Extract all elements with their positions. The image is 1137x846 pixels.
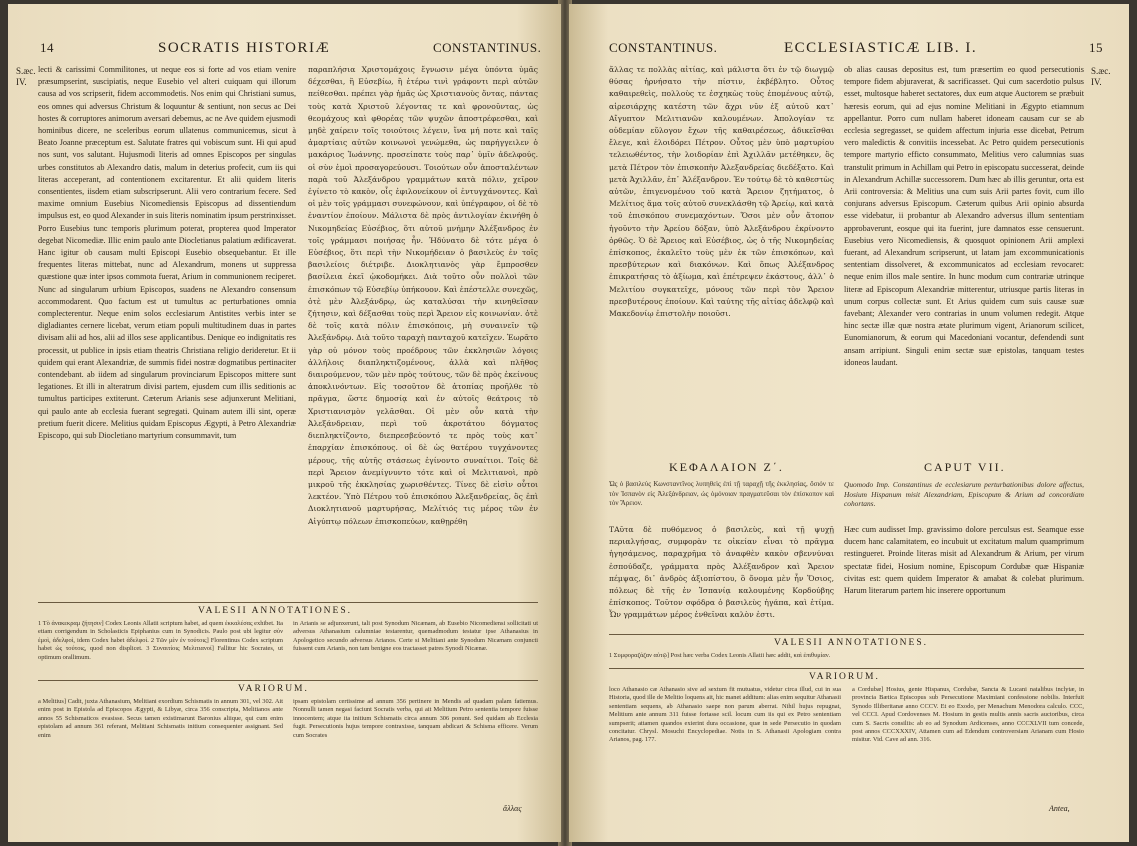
- left-page: [8, 4, 561, 842]
- chapter-heading-greek: ΚΕΦΑΛΑΙΟΝ Ζ΄.: [669, 460, 784, 474]
- left-variorum-rule: [38, 680, 538, 681]
- right-page-header-left: CONSTANTINUS.: [609, 40, 718, 55]
- right-greek-column: [609, 64, 834, 454]
- left-variorum-left: a Melitius] Cadit, juxta Athanasium, Melitiani exordium Schismatis in annum 301, vel 302. Ait enim post in Epistola ad Episcopos Ægypti, & Libyæ, circa 356 conscripta, Melitianos ante annos 55 Schismaticos evasisse. Secus tamen existimarunt Baronius aliique, qui cum enim epistolam ad annum 361 referant, Melitiani Schismatis initium consequenter assignant. Sed enim: [38, 698, 283, 739]
- right-margin-note: S.æc. IV.: [1091, 66, 1111, 87]
- right-latin-chapter-column: [844, 524, 1084, 624]
- right-variorum-rule: [609, 668, 1084, 669]
- left-greek-column: [308, 64, 538, 594]
- chapter-summary-greek: Ὡς ὁ βασιλεὺς Κωνσταντῖνος λυπηθεὶς ἐπὶ τῇ ταραχῇ τῆς ἐκκλησίας, ὅσιόν τε τὸν Ἱσπανὸν εἰς Ἀλεξάνδρειαν, ὡς ὁμόνοιαν πραγματεῦσαι τὸν ἐπίσκοπον καὶ τὸν Ἄρειον.: [609, 480, 834, 507]
- left-page-title: SOCRATIS HISTORIÆ: [158, 40, 331, 56]
- right-latin-column: [844, 64, 1084, 454]
- right-variorum-left: loco Athanasio cæ Athanasio sive ad sextum fit mutuatus, videtur circa illud, cui in sua Historia, quod ille de Melitio loquens ait, hic manet additum: alias enim sequitur Athanasii sententiam sequens, ab Athanasio saepe non parum aberrat. Nihil hujus repugnat, Melitium ante annum 311 fuisse fortasse scil. locum cum iis qui ex Petro sententiam sumpserit; attamen quandos exierint dura occasione, quæ in sede Persecutio in quodam concitatur. Chrysl. Mosuchi Encyclopediae. Notis in S. Athanasii Apologiam contra Arianos, pag. 177.: [609, 686, 841, 744]
- left-annotation-heading: VALESII ANNOTATIONES.: [198, 606, 353, 616]
- right-page-number: 15: [1089, 40, 1103, 55]
- left-annotation-rule: [38, 602, 538, 603]
- right-page-title: ECCLESIASTICÆ LIB. I.: [784, 40, 978, 56]
- right-greek-chapter-text: ΤΑῦτα δὲ πυθόμενος ὁ βασιλεὺς, καὶ τῇ ψυχῇ περιαλγήσας, συμφορὰν τε οἰκείαν εἶναι τὸ πρᾶγμα ἡγησάμενος, παραχρῆμα τὸ ἀναφθὲν κακὸν σβεννύναι ἐσπούδαζε, γράμματα πρὸς Ἀλέξανδρον καὶ Ἄρειον πέμψας, δι᾽ ἀνδρὸς ἀξιοπίστου, ὃ ὄνομα μὲν ἦν Ὅσιος, πόλεως δὲ τῆς ἐν Ἱσπανίᾳ καλουμένης Κορδούβης ἐπίσκοπος. Τοῦτον σφόδρα ὁ βασιλεὺς ἠγάπα, καὶ ἐτίμα. Ὧν γραμμάτων μέρος ἐνθεῖναι καλὸν ἐστι.: [609, 525, 834, 620]
- left-annotation-right: in Arianis se adjunxerunt, tali post Synodum Nicænam, ab Eusebio Nicomediensi sollicitati ut adversus Athanasium calumniae testarentur, quemadmodum testatur ipse Athanasius in Apologetico secundo adversus Arianos. Certe si Melitiani ante Synodum Nicænam conjuncti fuissent cum Arianis, non tam benigne eos tractasset patres Synodi Nicænæ.: [293, 620, 538, 653]
- right-variorum-heading: VARIORUM.: [809, 672, 880, 682]
- left-latin-text: lecti & carissimi Commilitones, ut neque eos si forte ad vos etiam venire præsumpserint, suscipiatis, neque Eusebio vel alteri cuiquam qui illorum causa ad vos scripserit, fidem accommodetis. Nos enim qui Christiani sumus, eos omnes qui adversus Christum & loquuntur & sentiunt, non secus ac Dei hostes & corruptores animorum aversari debemus, ac ne Ave quidem ejusmodi hominibus dicere, ne sceleribus eorum ullatenus communicemus, sicut à Beato Joanne præceptum est. Salutate fratres qui vobiscum sunt. Hi qui apud nos sunt, vos salutant. Hujusmodi literis ad omnes Episcopos per singulas urbes constitutos ab Alexandro datis, malum in deterius profecit, cum iis qui literas acceperant, ad contentionem excitarentur. Et alii quidem literis consentientes, iisdem etiam subscripserunt. Alii vero contrarium fecere. Sed maxime omnium Eusebius Nicomediensis Episcopus ad dissentiendum impulsus est, eo quod Alexander in suis literis nominatim ipsum perstrinxisset. Porro Eusebius tunc temporis plurimum poterat, propterea quod Imperator degebat Nicomediæ. Illic enim paulo ante Diocletianus palatium ædificaverat. Hanc igitur ob causam multi Episcopi Eusebio obsequebantur. Et ille frequentes literas mittebat, nunc ad Alexandrum, monens ut suppressa quæstione quæ inter ipsos commota fuerat, Arium in communionem reciperet. Nunc ad singularum urbium Episcopos, suadens ne Alexandro consensum accommodarent. Quo factum est ut tumultus ac perturbationes omnia complecterentur. Neque enim solos ecclesiarum Antistites verbis inter se digladiantes cernere licebat, verum etiam populi multitudinem duas in partes divisam alii ad hos, alii ad illos sese applicantibus. Denique eo indignitatis res processit, ut publice in ipsis etiam theatris Christiana religio derideretur. Et ii quidem qui erant Alexandriæ, de summis fidei nostræ dogmatibus pertinaciter contendebant. ab iidem ad singularum provinciarum Episcopos mittere sunt legationes. Et illi in alteratrum divisi partem, ejusdem cum illis seditionis ac tumultus participes extiterunt. Cæterum Arianis sese adjunxerunt Melitiani, qui paulo ante ab ecclesia fuerant segregati. Quinam autem illi sint, operæ pretium fuerit dicere. Melitius quidam Episcopus Ægypti, à Petro Alexandriæ Episcopo, qui sub Diocletiano martyrium consummavit, tum: [38, 65, 296, 441]
- chapter-heading-latin: CAPUT VII.: [924, 460, 1006, 474]
- right-page: [569, 4, 1129, 842]
- left-page-header-right: CONSTANTINUS.: [433, 40, 542, 55]
- right-annotation-text: 1 Συμφοραζάζαν αὐτῷ] Post hæc verba Codex Leonis Allatii hæc addit, καὶ ἐπιθυμίαν.: [609, 652, 831, 659]
- left-catchword: ἄλλας: [503, 804, 522, 813]
- right-annotation-heading: VALESII ANNOTATIONES.: [774, 638, 929, 648]
- left-variorum-right: ipsam epistolam certissime ad annum 356 pertinere in Mendis ad quadam palam fatiemus. Nonnulli tamen negasi faciunt Socratis verba, qui ait Melitium Petro sententia tempore fuisse innocentem; atque ita initium Schismatis circa annum 306 ponunt. Sed quidam ab Ecclesia fugit. Persecutionis hujus tempore contraxisse, tanquam abdicari & Schisma efficere. Verum cum Socrates: [293, 698, 538, 739]
- left-page-number: 14: [40, 40, 54, 55]
- right-catchword: Antea,: [1049, 804, 1070, 813]
- right-latin-chapter-text: Hæc cum audisset Imp. gravissimo dolore perculsus est. Seamque esse ducem hanc calamitatem, eo incubuit ut excitatum malum quamprimum restingueret. Proinde literas misit ad Alexandrum & Arium, per virum spectatæ fidei, Hosium nomine, Episcopum Cordubæ quæ Hispaniæ civitas est: quem quidem Imperator & amabat & colebat plurimum. Harum literarum partem hic inserere opportunum: [844, 525, 1084, 596]
- right-greek-chapter-column: [609, 524, 834, 624]
- right-greek-text: ἄλλας τε πολλὰς αἰτίας, καὶ μάλιστα ὅτι ἐν τῷ διωγμῷ θύσας ἠρνήσατο τὴν πίστιν, ἐκβέβλητο. Οὗτος καθαιρεθεὶς, πολλοὺς τε ἐσχηκὼς τοὺς ἑπομένους αὐτῷ, αἱρεσιάρχης κατέστη τῶν ἄχρι νῦν ἐξ αὐτοῦ κατ᾽ Αἴγυπτον Μελιτιανῶν καλουμένων. Ἀπολογίαν τε οὐδεμίαν εὔλογον ἔχων τῆς καθαιρέσεως, ἀδικεῖσθαι ἔλεγε, καὶ ἐλοιδόρει Πέτρον. Οὗτος μὲν ὑπὸ μαρτυρίου τελειωθέντος, τὴν λοιδορίαν ἐπὶ Ἀχιλλᾶν μετέθηκεν, ὃς μετὰ Πέτρον τὸν ἐπισκοπὴν Ἀλεξανδρείας διεδέξατο. Καὶ μετὰ Ἀχιλλᾶν, ἐπ᾽ Ἀλέξανδρον. Ἐν τούτῳ δὲ τὸ καθεστὼς αὐτῶν, ἐπιγενομένου τοῦ κατὰ Ἄρειον ζητήματος, ὁ Μελίτιος ἅμα τοῖς αὐτοῦ συνεκλάσθη τῷ Ἀρείῳ, καὶ κατὰ τοῦ ἐπισκόπου συνεμαχόντων. Ὅσοι μὲν οὖν ἄτοπον ἡγοῦντο τὴν Ἀρείου δόξαν, ὑπὸ Ἀλεξάνδρου ἐκρίνοντο ὀρθῶς. Ὁ δὲ Ἄρειος καὶ Εὐσέβιος, ὡς ὁ τῆς Νικομηδείας ἐπίσκοπος, ἐκαλεῖτο τοὺς μὲν ἐκ τῶν ἐπισκόπων, καὶ πρεσβύτερων καὶ διακόνων. Καὶ ὅπως Ἀλέξανδρος ἐπικρατήσας τὸ ἀξίωμα, καὶ ἐπέτρεψεν ἑκάστους, ἀλλ᾽ ὁ Μελιτίου συγκατεῖχε, μόνους τῶν περὶ τὸν Ἄρειον πρεσβυτέρους ἐποίουν. Καὶ ταύτης τῆς αἰτίας ἀδελφῷ καὶ Μακεδονίῳ ἐπιστολὴν ποιοῦσι.: [609, 65, 834, 319]
- chapter-summary-latin: Quomodo Imp. Constantinus de ecclesiarum perturbationibus dolore affectus, Hosium Hispanum misit Alexandriam, Episcopum & Arium ad concordiam cohortans.: [844, 480, 1084, 508]
- right-annotation-rule: [609, 634, 1084, 635]
- left-variorum-heading: VARIORUM.: [238, 684, 309, 694]
- right-variorum-right: a Cordubæ] Hosius, gente Hispanus, Cordubæ, Sancta & Lucani natalibus inclytæ, in provincia Bætica Episcopus sub Persecutione Maximiani confessione nobilis. Interfuit Synodo Illiberitanæ anno CCCV. Et eo Exodo, per Menachum Menodora calculo. CCC, vel CCCI. Apud Cordovenses M. Hosium in gestis multis annis sacris auctoribus, circa cum S. Sacris consiliis: ab eo ad Synodum Ardicenses, anno CCCXLVII tum concede, post annos CCCXXXIV, Attamen cum ad Edendum controversiam Arianam cum Hosio misitur. Vid. Cave ad ann. 316.: [852, 686, 1084, 744]
- left-annotation-left: 1 Τὸ ἀνακεκραμ ζήτησιν] Codex Leonis Allatii scriptum habet, ad quem ἐκκαλέσας exhibet. Ita etiam corrigendum in Scholasticis Epiphanius cum in Synodicis. Paulo post ubi legitur σὺν ἐμοὶ, ἀδελφοὶ, idem Codex habet ἀδελφοί. 2 Τῶν μὲν ἐν τούτοις] Florentinus Codex scriptum habet ὡς τούτοις, quod non displicet. 3 Συναιτίοις Μελιτιανοί] Fallitur hic Socrates, ut optimum orallimum.: [38, 620, 283, 661]
- left-margin-note: S.æc. IV.: [16, 66, 36, 87]
- right-latin-text: ob alias causas depositus est, tum præsertim eo quod persecutionis tempore fidem abjuraverat, & sacrificasset. Qui cum sacerdotio pulsus esset, multosque haberet sectatores, dux eum atque Auctorem se præbuit hæresis eorum, qui ad ejus nomine Melitiani in Ægypto etiamnum appellantur. Porro cum nullam haberet idoneam causam cur se ab ecclesia segregasset, se quidem affectum injuria esse dicebat, Petrum vero maledictis & convitiis incessebat. Ac Petro quidem persecutionis tempore martyrio efficto consummato, Melitius vero calumnias suas transtulit primum in Achillam qui Petro in episcopatu successerat, deinde in Alexandrum Achillæ successorem. Dum hæc ab illis geruntur, orta est Arii controversia: & Melitius una cum suis Arii partes fovit, cum illo conjurans adversus Episcopum. Cæterum quibus Arii opinio absurda esse videbatur, ii probantur ab Alexandro adversus illum sententiam approbaverunt, eosque qui ita fuerint, jure damnatos esse censuerunt. Eusebius vero Nicomediensis, & quosquot opinionem Arii amplexi fuerant, ad Alexandrum scripserunt, ut latam jam excommunicationis sententiam dissolveret, & excommunicatos ad ecclesiam revocaret: neque enim illos male sentire. In hunc modum cum contrariæ utrinque literæ ad Episcopum Alexandriæ mitterentur, utriusque partis literas in unum corpus collectæ sunt. Et Arius quidem cum suis causæ suæ favebant; Alexander vero contrarias in unum volumen redegit. Atque hinc sectæ illæ quæ nostra ætate plurimum vigent, Arianorum scilicet, Eunomianorum, & eorum qui Macedoniani vocantur, defendendi sunt ansam arripiunt. Singuli enim sectæ suæ epistolas, tanquam testes idoneos laudant.: [844, 65, 1084, 367]
- left-greek-text: παραπλήσια Χριστομάχοις ἔγνωσιν μέγα ὑπόντα ὑμᾶς δέχεσθαι, ἢ Εὐσεβίω, ἢ ἑτέρω τινὶ γράφοντι περὶ αὐτῶν πείθεσθαι. πρέπει γὰρ ἡμᾶς ὡς Χριστιανοὺς ὄντας, πάντας τοὺς κατὰ Χριστοῦ λέγοντας τε καὶ φρονοῦντας, ὡς θεομάχους καὶ φθορέας τῶν ψυχῶν ἀποστρέφεσθαι, καὶ μηδὲ χαίρειν τοῖς τοιούτοις λέγειν, ἵνα μή ποτε καὶ ταῖς ἁμαρτίαις αὐτῶν κοινωνοὶ γενώμεθα, ὡς παρήγγειλεν ὁ μακάριος Ἰωάννης. προσείπατε τοὺς παρ᾽ ὑμῖν ἀδελφούς. οἱ σὺν ἐμοὶ προσαγορεύουσι. Τοιούτων οὖν ἀποσταλέντων παρὰ τοῦ Ἀλεξάνδρου γραμμάτων κατὰ πόλιν, χεῖρον ἐγίνετο τὸ κακὸν, οἷς ἐφιλονείκουν οἱ ἐντυγχάνοντες. Καὶ οἱ μὲν τοῖς γράμμασι συνεφώνουν, καὶ ὑπέγραφον, οἱ δὲ τὸ ἐναντίον ἐποίουν. Μάλιστα δὲ πρὸς ἀντιλογίαν ἐκινήθη ὁ Νικομηδείας Εὐσέβιος, ὅτι αὐτοῦ μνήμην Ἀλέξανδρος ἐν τοῖς γράμμασι ποιήσας ἦν. Ἠδύνατο δὲ τότε μέγα ὁ Εὐσέβιος, ὅτι περὶ τὴν Νικομήδειαν ὁ βασιλεὺς ἐν τοῖς βασιλείοις διέτριβε. Διοκλητιανὸς γὰρ ἔμπροσθεν βασίλεια ἐκεῖ ᾠκοδομήκει. Διὰ τοῦτο οὖν πολλοὶ τῶν ἐπισκόπων τῷ Εὐσεβίῳ ὑπήκουον. Καὶ ἐπέστελλε συνεχῶς, ὁτὲ μὲν Ἀλεξάνδρῳ, ὡς καταλύσαι τὴν κινηθεῖσαν ζήτησιν, καὶ δέξασθαι τοὺς περὶ Ἄρειον εἰς κοινωνίαν. ὁτὲ δὲ τοῖς κατὰ πόλιν ἐπισκόποις, μὴ συναινεῖν τῷ Ἀλεξάνδρῳ. Διὰ τοῦτο ταραχὴ πανταχοῦ κατεῖχεν. Ἑωρᾶτο γὰρ οὐ μόνον τοὺς προέδρους τῶν ἐκκλησιῶν λόγοις ἀλλήλοις διαπληκτιζομένους, ἀλλὰ καὶ πλῆθος διαιρούμενον, τῶν μὲν πρὸς τούτους, τῶν δὲ πρὸς ἐκείνους ἀποκλινόντων. Εἰς τοσοῦτον δὲ ἀτοπίας προῆλθε τὸ πρᾶγμα, ὥστε δημοσίᾳ καὶ ἐν αὐτοῖς θεάτροις τὸ Χριστιανισμὸν γελᾶσθαι. Οἱ μὲν οὖν κατὰ τὴν Ἀλεξάνδρειαν, περὶ τοῦ ἀκροτάτου δόγματος διεπληκτίζοντο, διεπρεσβεύοντό τε πρὸς τοὺς κατ᾽ ἐπαρχίαν ἐπισκόπους. οἱ δὲ ὡς θατέρου τυγχάνοντες μέρους, τῆς αὐτῆς στάσεως ἐγίνοντο συναίτιοι. Τοῖς δὲ περὶ Ἄρειον ἀνεμίγνυντο τότε καὶ οἱ Μελιτιανοὶ, πρὸ μικροῦ τῆς ἐκκλησίας χωρισθέντες. Τίνες δὲ εἰσὶν οὗτοι λεκτέον. Ὑπὸ Πέτρου τοῦ ἐπισκόπου Ἀλεξανδρείας, ὃς ἐπὶ Διοκλητιανοῦ μαρτυρήσας, Μελίτιός τις μέρος τῶν ἐν Αἰγύπτῳ πόλεων ἐπισκοπεύων, καθῃρέθη: [308, 65, 538, 526]
- left-latin-column: [38, 64, 296, 594]
